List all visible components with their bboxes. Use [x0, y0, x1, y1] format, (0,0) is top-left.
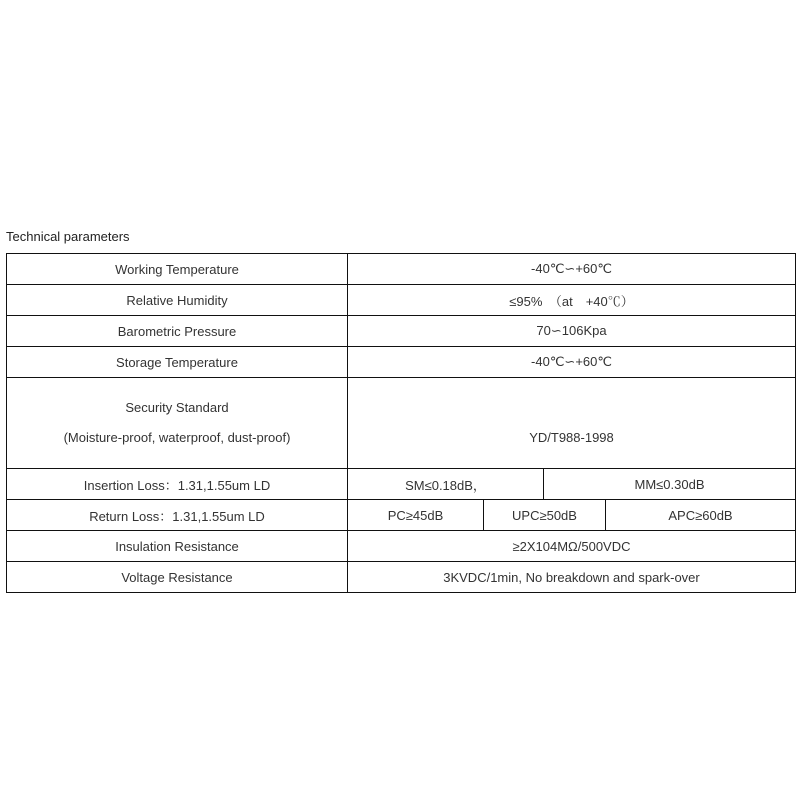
param-value-pc: PC≥45dB: [348, 500, 484, 531]
param-value-apc: APC≥60dB: [606, 500, 796, 531]
table-row: [7, 531, 796, 562]
param-label: Insulation Resistance: [7, 531, 348, 562]
param-value: YD/T988-1998: [348, 378, 796, 469]
param-label: Return Loss：1.31,1.55um LD: [7, 500, 348, 531]
param-value: 3KVDC/1min, No breakdown and spark-over: [348, 562, 796, 593]
param-value: -40℃∽+60℃: [348, 347, 796, 378]
table-row: [7, 469, 796, 500]
param-label: Voltage Resistance: [7, 562, 348, 593]
table-row: [7, 316, 796, 347]
technical-parameters-table: [6, 253, 796, 593]
param-value-sm: SM≤0.18dB，: [348, 469, 544, 500]
param-label: Relative Humidity: [7, 285, 348, 316]
table-row: [7, 285, 796, 316]
param-label: Working Temperature: [7, 254, 348, 285]
param-label: Storage Temperature: [7, 347, 348, 378]
security-standard-sublabel: (Moisture-proof, waterproof, dust-proof): [63, 430, 291, 445]
table-row: [7, 500, 796, 531]
param-value-upc: UPC≥50dB: [484, 500, 606, 531]
table-row: [7, 378, 796, 469]
param-value: ≤95% （at +40℃）: [348, 285, 796, 316]
table-row: [7, 347, 796, 378]
param-value-mm: MM≤0.30dB: [544, 469, 796, 500]
section-heading: Technical parameters: [6, 229, 130, 244]
param-label: Barometric Pressure: [7, 316, 348, 347]
param-label: Insertion Loss：1.31,1.55um LD: [7, 469, 348, 500]
param-value: ≥2X104MΩ/500VDC: [348, 531, 796, 562]
table-row: [7, 254, 796, 285]
param-value: -40℃∽+60℃: [348, 254, 796, 285]
table-row: [7, 562, 796, 593]
param-value: 70∽106Kpa: [348, 316, 796, 347]
param-label: [7, 378, 348, 469]
security-standard-label: Security Standard: [125, 400, 229, 415]
